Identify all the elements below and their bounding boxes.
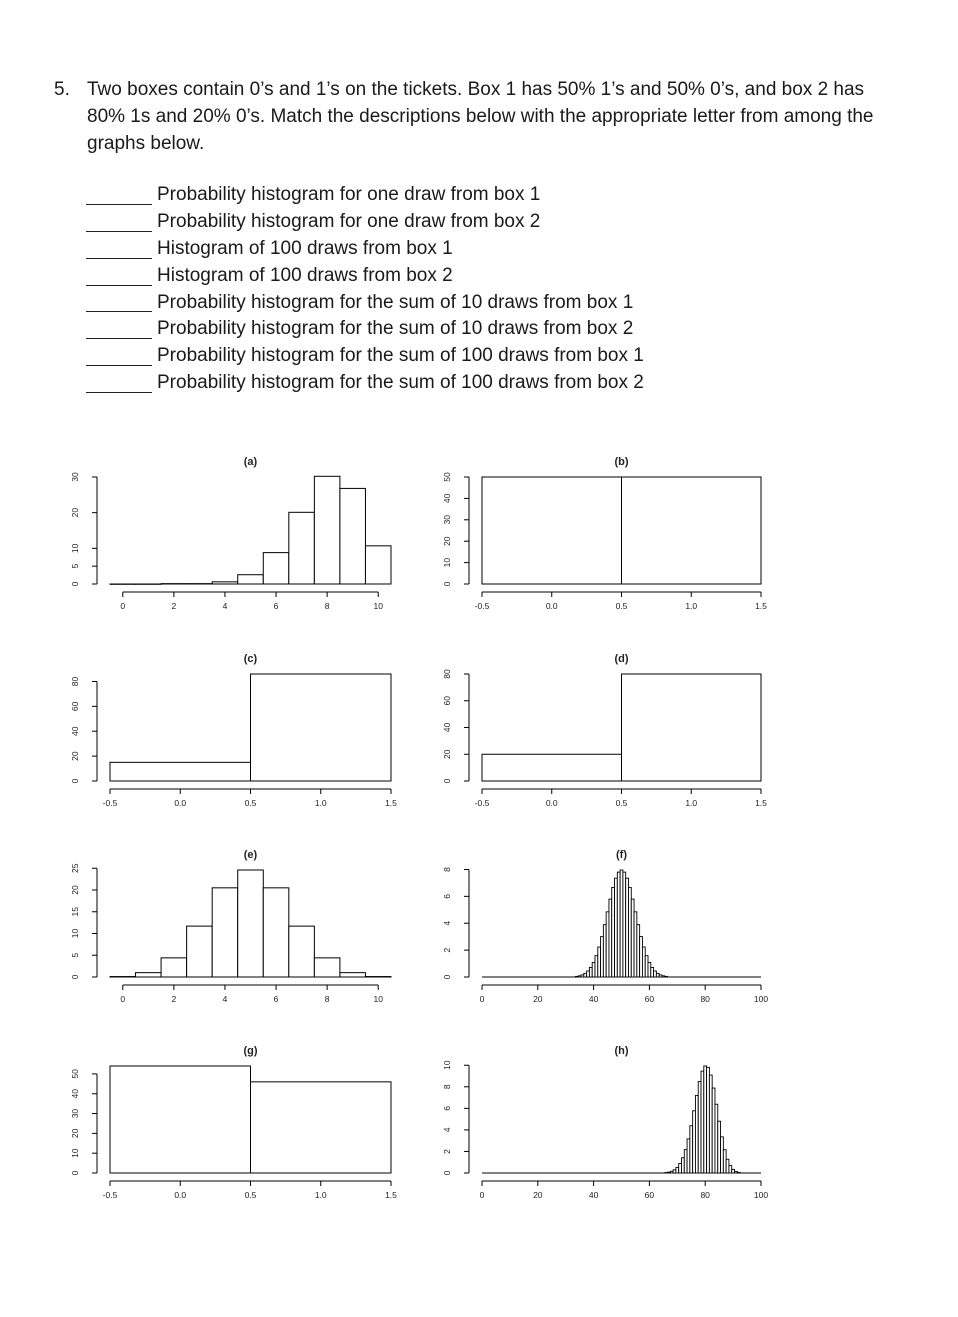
x-tick-label: 20 (533, 994, 543, 1004)
panel-b (442, 456, 767, 611)
histogram-bar (314, 958, 340, 977)
x-axis (480, 1181, 769, 1200)
y-axis (442, 669, 469, 783)
panel-title: (d) (614, 653, 629, 665)
item-description: Probability histogram for the sum of 100 draws from box 2 (157, 372, 644, 394)
panel-g (70, 1045, 397, 1200)
y-tick-label: 6 (442, 1105, 452, 1111)
panel-title: (f) (616, 849, 627, 861)
x-axis (103, 1181, 398, 1200)
item-description: Probability histogram for the sum of 100 draws from box 1 (157, 345, 644, 367)
y-tick-label: 40 (442, 493, 452, 504)
y-tick-label: 30 (442, 515, 452, 525)
y-axis (442, 472, 469, 586)
histogram-bar (340, 973, 366, 977)
panel-title: (e) (243, 849, 258, 861)
x-tick-label: 6 (273, 994, 279, 1004)
panel-d (442, 653, 767, 808)
x-tick-label: 2 (171, 994, 177, 1004)
x-tick-label: 1.5 (755, 601, 767, 611)
histogram-bar (251, 1082, 392, 1173)
histogram-bar (136, 973, 162, 977)
y-tick-label: 0 (70, 974, 80, 980)
y-tick-label: 10 (70, 1148, 80, 1158)
y-axis (70, 863, 97, 979)
histogram-bar (340, 488, 366, 584)
x-axis (475, 592, 768, 611)
y-tick-label: 10 (442, 557, 452, 568)
panel-title: (c) (243, 653, 258, 665)
x-tick-label: 1.0 (314, 1190, 327, 1200)
y-tick-label: 40 (70, 1089, 80, 1099)
y-tick-label: 8 (442, 867, 452, 872)
x-tick-label: 0.0 (174, 798, 187, 808)
x-tick-label: 0.0 (545, 601, 558, 611)
panel-title: (a) (243, 456, 258, 468)
y-tick-label: 2 (442, 1149, 452, 1154)
histogram-bar (665, 976, 668, 977)
y-tick-label: 0 (442, 778, 452, 784)
item-description: Probability histogram for one draw from box 2 (157, 210, 541, 232)
panel-c (70, 653, 397, 808)
question-text: Two boxes contain 0’s and 1’s on the tickets. Box 1 has 50% 1’s and 50% 0’s, and box 2 has 80% 1s and 20% 0’s. Match the descriptions below with the appropriate letter from among the graphs below. (87, 79, 874, 154)
y-tick-label: 60 (70, 701, 80, 712)
y-axis (442, 1060, 469, 1175)
x-tick-label: 100 (753, 1190, 769, 1200)
histogram-bar (212, 888, 238, 977)
item-description: Probability histogram for the sum of 10 draws from box 1 (157, 291, 634, 313)
item-description: Histogram of 100 draws from box 1 (157, 237, 453, 259)
x-tick-label: 10 (373, 994, 383, 1004)
histogram-bar (289, 926, 315, 977)
x-axis (480, 985, 769, 1004)
panel-title: (b) (614, 456, 629, 468)
y-tick-label: 40 (442, 722, 452, 733)
y-tick-label: 8 (442, 1084, 452, 1090)
y-axis (70, 676, 97, 783)
x-tick-label: -0.5 (102, 1190, 118, 1200)
item-description: Probability histogram for the sum of 10 draws from box 2 (157, 318, 634, 340)
x-tick-label: 6 (273, 601, 279, 611)
y-tick-label: 80 (442, 669, 452, 679)
item-description: Probability histogram for one draw from box 1 (157, 184, 541, 205)
y-tick-label: 5 (70, 952, 80, 958)
panel-h (442, 1045, 768, 1200)
y-tick-label: 80 (70, 676, 80, 687)
x-tick-label: 0 (479, 994, 485, 1004)
x-tick-label: 4 (222, 601, 228, 611)
y-tick-label: 20 (442, 536, 452, 546)
x-tick-label: 0.5 (615, 798, 628, 808)
histogram-bar (251, 674, 392, 781)
histogram-bar (314, 476, 340, 584)
y-axis (442, 867, 469, 980)
x-tick-label: 2 (171, 601, 177, 611)
y-tick-label: 10 (442, 1060, 452, 1070)
x-tick-label: 1.0 (314, 798, 327, 808)
y-tick-label: 60 (442, 696, 452, 706)
histogram-bar (263, 553, 289, 584)
y-tick-label: 25 (70, 863, 80, 873)
x-axis (475, 789, 768, 808)
y-tick-label: 0 (442, 1170, 452, 1176)
y-axis (70, 1069, 97, 1175)
y-tick-label: 0 (70, 581, 80, 587)
y-tick-label: 50 (442, 472, 452, 482)
x-tick-label: 1.5 (755, 798, 767, 808)
x-tick-label: 20 (533, 1190, 543, 1200)
x-tick-label: 40 (588, 1190, 599, 1200)
x-tick-label: 1.5 (385, 1190, 397, 1200)
y-tick-label: 40 (70, 726, 80, 736)
y-tick-label: 20 (442, 749, 452, 759)
histogram-bar (622, 674, 762, 781)
x-tick-label: 0 (120, 994, 126, 1004)
histogram-bar (622, 477, 762, 584)
y-tick-label: 5 (70, 563, 80, 569)
histogram-bar (263, 888, 289, 977)
x-axis (103, 789, 398, 808)
histogram-bar (161, 958, 187, 977)
y-tick-label: 6 (442, 893, 452, 899)
histogram-bar (482, 477, 622, 584)
y-tick-label: 20 (70, 885, 80, 895)
x-tick-label: 1.0 (685, 601, 698, 611)
y-tick-label: 0 (70, 778, 80, 784)
x-tick-label: 8 (324, 994, 330, 1004)
y-tick-label: 10 (70, 543, 80, 554)
panel-a (70, 456, 391, 611)
histogram-bar (212, 582, 238, 584)
y-tick-label: 0 (442, 974, 452, 980)
y-tick-label: 20 (70, 507, 80, 518)
x-tick-label: 1.0 (685, 798, 698, 808)
x-tick-label: 100 (753, 994, 769, 1004)
y-tick-label: 2 (442, 947, 452, 953)
y-tick-label: 0 (70, 1170, 80, 1176)
y-axis (70, 472, 97, 586)
x-tick-label: -0.5 (474, 601, 490, 611)
x-tick-label: 0.5 (244, 1190, 257, 1200)
y-tick-label: 4 (442, 1127, 452, 1133)
panel-f (442, 849, 768, 1004)
x-axis (120, 592, 383, 611)
y-tick-label: 20 (70, 751, 80, 761)
histogram-bar (737, 1172, 740, 1173)
x-tick-label: 0 (120, 601, 126, 611)
x-tick-label: 80 (700, 1190, 710, 1200)
panel-title: (g) (243, 1045, 258, 1057)
y-tick-label: 15 (70, 907, 80, 917)
x-tick-label: 0 (479, 1190, 485, 1200)
histogram-bar (289, 512, 315, 584)
panel-title: (h) (614, 1045, 629, 1057)
y-tick-label: 0 (442, 581, 452, 587)
x-tick-label: 40 (588, 994, 599, 1004)
panel-e (70, 849, 391, 1004)
item-description: Histogram of 100 draws from box 2 (157, 264, 453, 286)
histogram-bar (365, 546, 391, 584)
x-tick-label: 0.0 (174, 1190, 187, 1200)
y-tick-label: 20 (70, 1128, 80, 1139)
y-tick-label: 30 (70, 1108, 80, 1119)
x-tick-label: 0.5 (244, 798, 257, 808)
x-axis (120, 985, 383, 1004)
x-tick-label: 0.0 (545, 798, 558, 808)
question-number: 5. (54, 79, 70, 100)
x-tick-label: -0.5 (102, 798, 118, 808)
histogram-bar (238, 575, 264, 584)
histogram-bar (187, 926, 213, 977)
histogram-bar (482, 754, 622, 781)
x-tick-label: 4 (222, 994, 228, 1004)
histogram-bar (238, 870, 264, 977)
y-tick-label: 50 (70, 1069, 80, 1079)
x-tick-label: 60 (644, 994, 655, 1004)
histogram-bar (110, 762, 251, 781)
histogram-bar (110, 1066, 251, 1173)
x-tick-label: 8 (324, 601, 330, 611)
x-tick-label: 0.5 (615, 601, 628, 611)
x-tick-label: -0.5 (474, 798, 490, 808)
x-tick-label: 10 (373, 601, 383, 611)
y-tick-label: 10 (70, 928, 80, 939)
x-tick-label: 1.5 (385, 798, 397, 808)
x-tick-label: 80 (700, 994, 710, 1004)
y-tick-label: 30 (70, 472, 80, 482)
x-tick-label: 60 (644, 1190, 655, 1200)
y-tick-label: 4 (442, 920, 452, 926)
